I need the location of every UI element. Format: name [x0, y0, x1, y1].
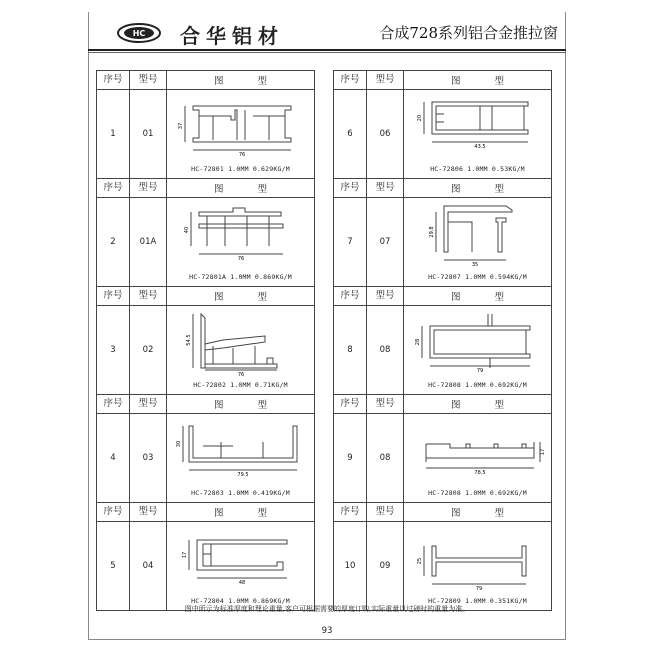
profile-caption: HC-72801A 1.0MM 0.869KG/M — [189, 273, 292, 281]
figure-header: 型 — [257, 76, 267, 87]
profile-drawing — [410, 526, 550, 596]
seq-header: 序号 — [334, 503, 367, 521]
figure-header: 型 — [257, 292, 267, 303]
model-cell: 06 — [367, 90, 404, 178]
model-header: 型号 — [130, 179, 167, 197]
table-row — [97, 90, 314, 178]
model-header: 型号 — [130, 71, 167, 89]
model-cell: 01A — [130, 198, 167, 286]
model-cell: 08 — [367, 414, 404, 502]
profile-drawing — [410, 94, 550, 164]
page-border-right — [565, 12, 566, 640]
table-row — [334, 90, 551, 178]
svg-text:76: 76 — [237, 256, 245, 262]
table-header — [334, 503, 551, 522]
model-cell: 09 — [367, 522, 404, 610]
figure-header: 图 — [213, 184, 224, 195]
profile-table-right — [333, 70, 552, 611]
table-header — [334, 71, 551, 90]
svg-text:79: 79 — [476, 368, 484, 374]
model-header: 型号 — [367, 179, 404, 197]
brand-logo-icon — [116, 22, 162, 44]
profile-drawing — [410, 418, 550, 488]
profile-block — [333, 394, 552, 502]
page-number: 93 — [321, 626, 333, 636]
profile-figure-cell — [404, 198, 551, 286]
model-header: 型号 — [367, 503, 404, 521]
seq-header: 序号 — [334, 395, 367, 413]
figure-header: 图 — [213, 400, 224, 411]
seq-cell: 1 — [97, 90, 130, 178]
table-header — [97, 395, 314, 414]
svg-text:40: 40 — [184, 226, 190, 234]
profile-drawing — [173, 526, 313, 596]
profile-block — [96, 394, 315, 502]
table-header — [334, 179, 551, 198]
seq-header: 序号 — [97, 179, 130, 197]
profile-caption: HC-72806 1.0MM 0.53KG/M — [430, 165, 525, 173]
page-border-left — [88, 12, 89, 640]
svg-text:29.8: 29.8 — [429, 226, 435, 238]
seq-cell: 8 — [334, 306, 367, 394]
table-row — [334, 414, 551, 502]
profile-block — [96, 502, 315, 611]
table-row — [334, 306, 551, 394]
page-header — [88, 12, 566, 48]
figure-header: 型 — [494, 76, 504, 87]
model-header: 型号 — [130, 287, 167, 305]
seq-header: 序号 — [97, 287, 130, 305]
profile-drawing — [173, 202, 313, 272]
svg-text:37: 37 — [178, 122, 184, 130]
profile-figure-cell — [167, 90, 314, 178]
profile-figure-cell — [167, 522, 314, 610]
seq-cell: 9 — [334, 414, 367, 502]
model-header: 型号 — [130, 503, 167, 521]
model-cell: 07 — [367, 198, 404, 286]
model-header: 型号 — [130, 395, 167, 413]
table-header — [97, 71, 314, 90]
figure-header: 图 — [213, 76, 224, 87]
seq-cell: 5 — [97, 522, 130, 610]
profile-block — [333, 286, 552, 394]
profile-caption: HC-72803 1.0MM 0.419KG/M — [191, 489, 290, 497]
figure-header: 型 — [494, 508, 504, 519]
profile-figure-cell — [404, 414, 551, 502]
profile-figure-cell — [167, 198, 314, 286]
table-row — [97, 522, 314, 610]
seq-cell: 2 — [97, 198, 130, 286]
table-row — [97, 414, 314, 502]
table-row — [334, 198, 551, 286]
svg-text:20: 20 — [417, 114, 423, 122]
svg-text:76: 76 — [237, 372, 245, 378]
profile-drawing — [410, 310, 550, 380]
svg-text:54.5: 54.5 — [186, 334, 192, 346]
profile-drawing — [410, 202, 550, 272]
figure-header: 型 — [494, 292, 504, 303]
profile-drawing — [173, 310, 313, 380]
seq-header: 序号 — [334, 287, 367, 305]
profile-drawing — [173, 418, 313, 488]
figure-header: 型 — [494, 400, 504, 411]
profile-drawing — [173, 94, 313, 164]
svg-text:35: 35 — [471, 262, 479, 268]
svg-text:48: 48 — [238, 580, 246, 586]
profile-figure-cell — [404, 306, 551, 394]
profile-block — [96, 286, 315, 394]
figure-header: 图 — [450, 508, 461, 519]
profile-block — [96, 70, 315, 178]
page-title: 合成728系列铝合金推拉窗 — [379, 24, 558, 42]
profile-caption: HC-72802 1.0MM 0.71KG/M — [193, 381, 288, 389]
svg-text:43.5: 43.5 — [474, 144, 486, 150]
seq-header: 序号 — [334, 179, 367, 197]
figure-header: 图 — [213, 292, 224, 303]
profile-caption: HC-72804 1.0MM 0.869KG/M — [191, 597, 290, 605]
seq-header: 序号 — [334, 71, 367, 89]
svg-text:76: 76 — [238, 152, 246, 158]
model-header: 型号 — [367, 395, 404, 413]
svg-text:30: 30 — [176, 440, 182, 448]
seq-header: 序号 — [97, 71, 130, 89]
profile-caption: HC-72808 1.0MM 0.692KG/M — [428, 381, 527, 389]
svg-text:28: 28 — [415, 338, 421, 346]
seq-header: 序号 — [97, 503, 130, 521]
page-border-bottom — [88, 639, 566, 640]
table-header — [334, 287, 551, 306]
figure-header: 型 — [494, 184, 504, 195]
seq-cell: 3 — [97, 306, 130, 394]
header-divider-thin — [88, 52, 566, 53]
model-cell: 01 — [130, 90, 167, 178]
model-cell: 04 — [130, 522, 167, 610]
seq-header: 序号 — [97, 395, 130, 413]
figure-header: 型 — [257, 400, 267, 411]
figure-header: 型 — [257, 184, 267, 195]
figure-header: 图 — [450, 400, 461, 411]
table-header — [97, 287, 314, 306]
header-divider — [88, 49, 566, 51]
svg-text:HC: HC — [132, 29, 146, 38]
profile-figure-cell — [404, 90, 551, 178]
svg-text:25: 25 — [417, 557, 423, 565]
profile-caption: HC-72807 1.0MM 0.594KG/M — [428, 273, 527, 281]
figure-header: 图 — [450, 76, 461, 87]
svg-text:17: 17 — [540, 448, 546, 456]
table-header — [334, 395, 551, 414]
brand-name: 合华铝材 — [180, 24, 284, 48]
table-header — [97, 503, 314, 522]
model-header: 型号 — [367, 71, 404, 89]
profile-figure-cell — [167, 414, 314, 502]
profile-caption: HC-72801 1.0MM 0.629KG/M — [191, 165, 290, 173]
figure-header: 图 — [450, 292, 461, 303]
model-cell: 03 — [130, 414, 167, 502]
profile-block — [333, 70, 552, 178]
profile-table-left — [96, 70, 315, 611]
svg-text:79.5: 79.5 — [237, 472, 249, 478]
model-header: 型号 — [367, 287, 404, 305]
seq-cell: 4 — [97, 414, 130, 502]
seq-cell: 7 — [334, 198, 367, 286]
figure-header: 图 — [213, 508, 224, 519]
seq-cell: 6 — [334, 90, 367, 178]
figure-header: 型 — [257, 508, 267, 519]
table-header — [97, 179, 314, 198]
model-cell: 02 — [130, 306, 167, 394]
profile-figure-cell — [167, 306, 314, 394]
profile-caption: HC-72808 1.0MM 0.692KG/M — [428, 489, 527, 497]
svg-text:17: 17 — [182, 551, 188, 559]
profile-block — [96, 178, 315, 286]
svg-text:79: 79 — [475, 586, 483, 592]
profile-caption: HC-72809 1.0MM 0.351KG/M — [428, 597, 527, 605]
profile-figure-cell — [404, 522, 551, 610]
footnote: 图中所示为标准厚度和理论重量,客户可根据需要的厚度订购,实际重量以过磅时的重量为准。 — [184, 605, 470, 613]
figure-header: 图 — [450, 184, 461, 195]
table-row — [334, 522, 551, 610]
profile-block — [333, 502, 552, 611]
model-cell: 08 — [367, 306, 404, 394]
catalog-page — [88, 12, 566, 640]
svg-text:78.5: 78.5 — [474, 470, 486, 476]
table-row — [97, 198, 314, 286]
profile-block — [333, 178, 552, 286]
table-row — [97, 306, 314, 394]
seq-cell: 10 — [334, 522, 367, 610]
